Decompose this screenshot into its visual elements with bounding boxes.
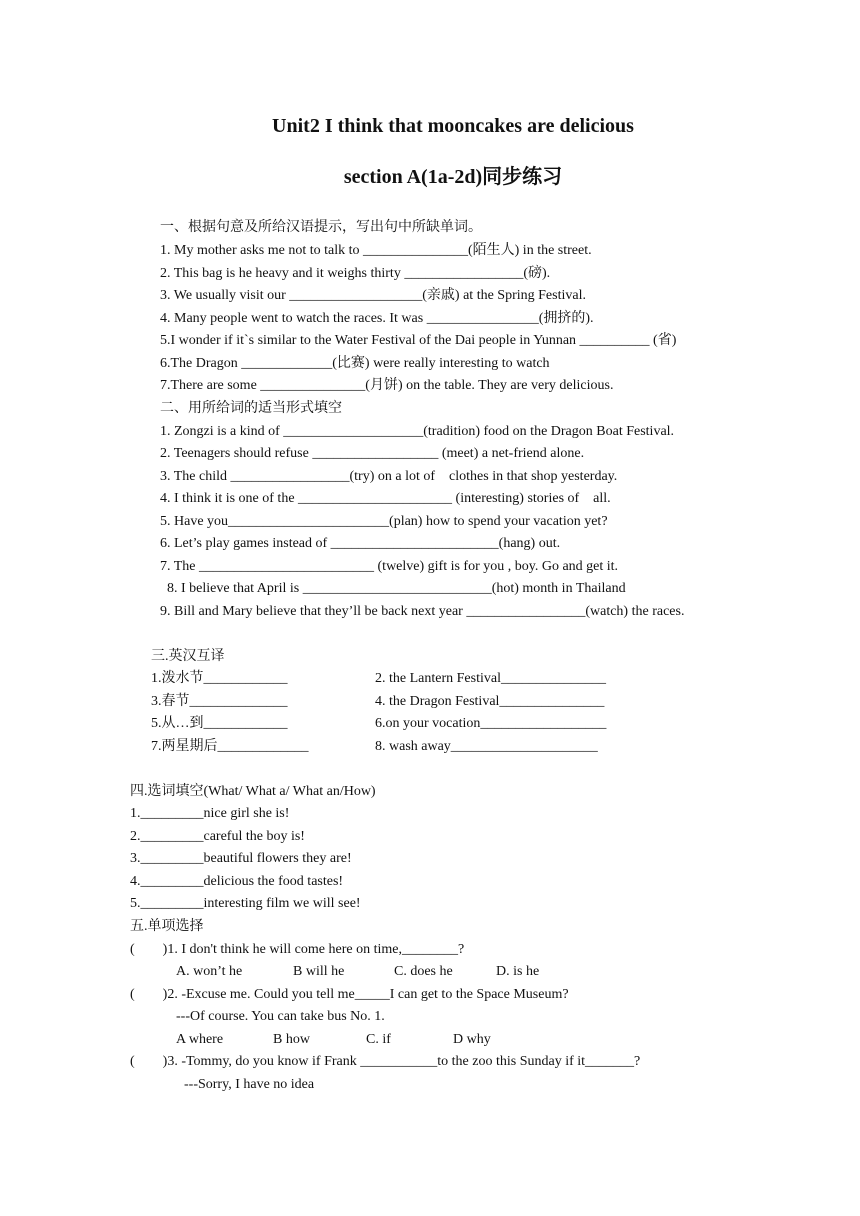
part2-item: 3. The child _________________(try) on a lot of clothes in that shop yesterday. xyxy=(160,469,618,484)
question-3: ( )3. -Tommy, do you know if Frank ___________to the zoo this Sunday if it_______? xyxy=(130,1054,641,1069)
part4-heading: 四.选词填空(What/ What a/ What an/How) xyxy=(130,784,376,799)
part1-item: 5.I wonder if it`s similar to the Water Festival of the Dai people in Yunnan __________ (省) xyxy=(160,333,677,348)
part3-right-item: 6.on your vocation__________________ xyxy=(375,716,607,731)
part1-item: 3. We usually visit our ___________________(亲戚) at the Spring Festival. xyxy=(160,288,586,303)
part3-left-item: 1.泼水节____________ xyxy=(151,671,288,686)
part4-item: 1._________nice girl she is! xyxy=(130,806,290,821)
part2-item: 5. Have you_______________________(plan) how to spend your vacation yet? xyxy=(160,514,608,529)
part5-heading: 五.单项选择 xyxy=(130,919,204,934)
part3-left-item: 3.春节______________ xyxy=(151,694,288,709)
part4-item: 5._________interesting film we will see! xyxy=(130,896,361,911)
part2-item: 2. Teenagers should refuse __________________ (meet) a net-friend alone. xyxy=(160,446,585,461)
question-1: ( )1. I don't think he will come here on time,________? xyxy=(130,942,465,957)
q1-option-c: C. does he xyxy=(394,964,453,979)
part2-item: 6. Let’s play games instead of ________________________(hang) out. xyxy=(160,536,561,551)
part2-item: 7. The _________________________ (twelve) gift is for you , boy. Go and get it. xyxy=(160,559,619,574)
part2-item: 1. Zongzi is a kind of ____________________(tradition) food on the Dragon Boat Festival. xyxy=(160,424,675,439)
part2-item: 8. I believe that April is ___________________________(hot) month in Thailand xyxy=(167,581,626,596)
part2-item: 4. I think it is one of the ______________________ (interesting) stories of all. xyxy=(160,491,611,506)
part2-item: 9. Bill and Mary believe that they’ll be back next year _________________(watch) the races. xyxy=(160,604,685,619)
part2-heading: 二、用所给词的适当形式填空 xyxy=(160,401,342,416)
part4-item: 2._________careful the boy is! xyxy=(130,829,305,844)
part3-left-item: 7.两星期后_____________ xyxy=(151,739,309,754)
part3-left-item: 5.从…到____________ xyxy=(151,716,288,731)
q2-reply: ---Of course. You can take bus No. 1. xyxy=(176,1009,385,1024)
part3-right-item: 2. the Lantern Festival_______________ xyxy=(375,671,606,686)
q2-option-a: A where xyxy=(176,1032,224,1047)
part1-item: 7.There are some _______________(月饼) on the table. They are very delicious. xyxy=(160,378,614,393)
part3-right-item: 8. wash away_____________________ xyxy=(375,739,598,754)
q2-option-d: D why xyxy=(453,1032,491,1047)
part1-heading: 一、根据句意及所给汉语提示，写出句中所缺单词。 xyxy=(160,220,482,235)
q2-option-c: C. if xyxy=(366,1032,391,1047)
part1-item: 1. My mother asks me not to talk to _______________(陌生人) in the street. xyxy=(160,243,592,258)
part3-heading: 三.英汉互译 xyxy=(151,649,225,664)
part3-right-item: 4. the Dragon Festival_______________ xyxy=(375,694,605,709)
q1-option-b: B will he xyxy=(293,964,345,979)
q1-option-d: D. is he xyxy=(496,964,540,979)
page-title-line1: Unit2 I think that mooncakes are delicious xyxy=(272,115,634,137)
q3-reply: ---Sorry, I have no idea xyxy=(184,1077,315,1092)
part1-item: 4. Many people went to watch the races. It was ________________(拥挤的). xyxy=(160,311,594,326)
part4-item: 3._________beautiful flowers they are! xyxy=(130,851,352,866)
part1-item: 2. This bag is he heavy and it weighs thirty _________________(磅). xyxy=(160,266,551,281)
question-2: ( )2. -Excuse me. Could you tell me_____I can get to the Space Museum? xyxy=(130,987,569,1002)
q1-option-a: A. won’t he xyxy=(176,964,243,979)
part1-item: 6.The Dragon _____________(比赛) were really interesting to watch xyxy=(160,356,550,371)
part4-item: 4._________delicious the food tastes! xyxy=(130,874,344,889)
page-title-line2: section A(1a-2d)同步练习 xyxy=(343,166,563,188)
q2-option-b: B how xyxy=(273,1032,310,1047)
